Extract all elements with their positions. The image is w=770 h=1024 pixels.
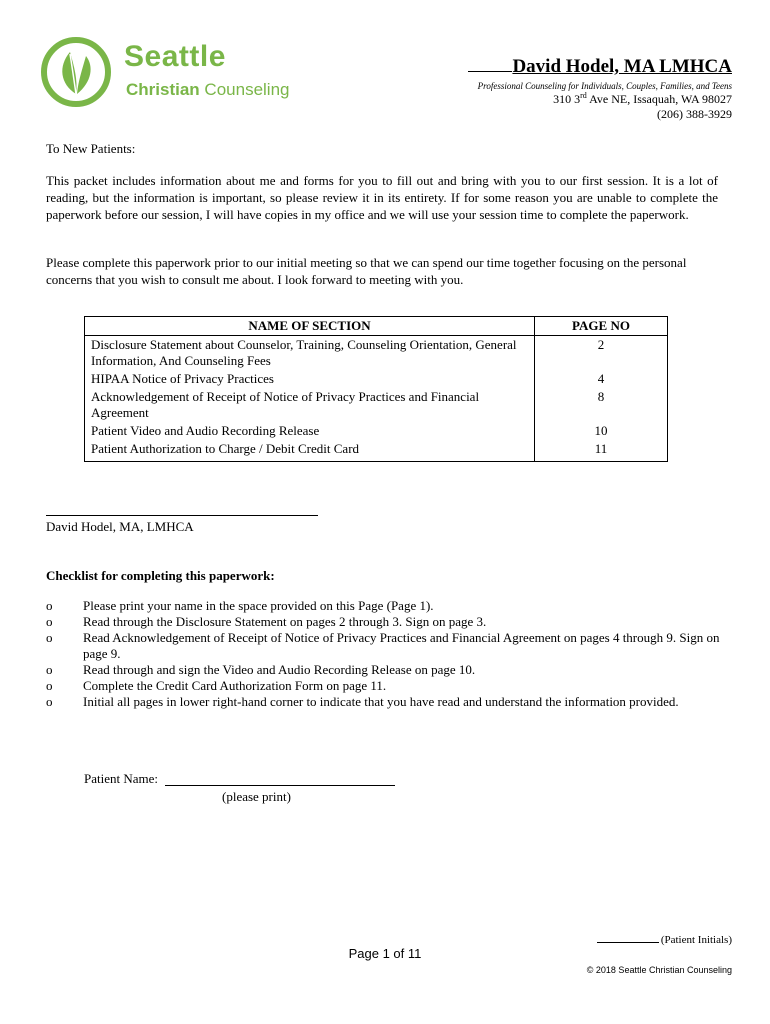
greeting: To New Patients: [46, 141, 136, 156]
address-street: Ave NE, Issaquah, WA 98027 [586, 92, 732, 106]
section-name: Patient Authorization to Charge / Debit Credit Card [85, 440, 535, 462]
company-logo [40, 36, 330, 108]
list-item-text: Read through the Disclosure Statement on pages 2 through 3. Sign on page 3. [83, 614, 487, 629]
patient-name-hint: (please print) [222, 789, 291, 804]
bullet-icon: o [46, 662, 53, 677]
checklist [46, 598, 726, 710]
table-row [85, 370, 668, 388]
logo-subtitle [126, 80, 289, 100]
sections-table [84, 316, 668, 462]
list-item [46, 630, 726, 662]
page-number: 2 [535, 336, 668, 371]
bullet-icon: o [46, 630, 53, 645]
logo-counseling-text: Counseling [204, 80, 290, 99]
list-item-text: Please print your name in the space provided on this Page (Page 1). [83, 598, 434, 613]
list-item-text: Initial all pages in lower right-hand corner to indicate that you have read and understand the information provided. [83, 694, 679, 709]
logo-christian-text: Christian [126, 80, 200, 99]
page-number: 10 [535, 422, 668, 440]
counselor-name-row [468, 56, 732, 78]
address-suffix: rd [580, 91, 587, 100]
page-column-header: PAGE NO [535, 317, 668, 336]
list-item [46, 678, 726, 694]
initials-label: (Patient Initials) [660, 934, 732, 946]
section-name: HIPAA Notice of Privacy Practices [85, 370, 535, 388]
phone-number: (206) 388-3929 [657, 107, 732, 121]
name-underline [468, 70, 512, 72]
section-name: Disclosure Statement about Counselor, Training, Counseling Orientation, General Information, And Counseling Fees [85, 336, 535, 371]
copyright: © 2018 Seattle Christian Counseling [586, 965, 732, 975]
section-name: Patient Video and Audio Recording Release [85, 422, 535, 440]
page-number: 8 [535, 388, 668, 422]
intro-paragraph: This packet includes information about me and forms for you to fill out and bring with you to our first session. It is a lot of reading, but the information is important, so please review it in its entirety. If for some reason you are unable to complete the paperwork before our session, I will have copies in my office and we will use your session time to complete the paperwork. [46, 173, 718, 222]
list-item-text: Read through and sign the Video and Audio Recording Release on page 10. [83, 662, 476, 677]
initials-field[interactable] [597, 942, 659, 943]
list-item [46, 662, 726, 678]
section-name: Acknowledgement of Receipt of Notice of Privacy Practices and Financial Agreement [85, 388, 535, 422]
bullet-icon: o [46, 598, 53, 613]
table-row [85, 440, 668, 462]
list-item-text: Complete the Credit Card Authorization Form on page 11. [83, 678, 387, 693]
patient-name-field[interactable] [165, 785, 395, 786]
page-number-footer: Page 1 of 11 [348, 946, 422, 961]
bullet-icon: o [46, 678, 53, 693]
bullet-icon: o [46, 694, 53, 709]
instructions-paragraph: Please complete this paperwork prior to our initial meeting so that we can spend our time together focusing on the personal concerns that you wish to consult me about. I look forward to meeting with you. [46, 255, 687, 287]
table-header-row [85, 317, 668, 336]
list-item [46, 694, 726, 710]
address [468, 92, 732, 107]
section-column-header: NAME OF SECTION [85, 317, 535, 336]
address-number: 310 3 [553, 92, 581, 106]
page-number: 11 [535, 440, 668, 462]
checklist-title: Checklist for completing this paperwork: [46, 568, 275, 583]
table-row [85, 422, 668, 440]
signer-name: David Hodel, MA, LMHCA [46, 519, 194, 534]
bullet-icon: o [46, 614, 53, 629]
table-row [85, 336, 668, 371]
patient-initials [597, 934, 732, 946]
page-number: 4 [535, 370, 668, 388]
logo-seattle-text: Seattle [124, 40, 226, 73]
leaf-logo-icon [40, 36, 112, 108]
counselor-name: David Hodel, MA LMHCA [512, 56, 732, 77]
letterhead [468, 56, 732, 122]
table-row [85, 388, 668, 422]
signature-line[interactable] [46, 515, 318, 516]
list-item [46, 598, 726, 614]
list-item [46, 614, 726, 630]
practice-tagline: Professional Counseling for Individuals, Couples, Families, and Teens [477, 81, 732, 91]
patient-name-label: Patient Name: [84, 771, 159, 786]
list-item-text: Read Acknowledgement of Receipt of Notice of Privacy Practices and Financial Agreement on pages 4 through 9. Sign on page 9. [83, 630, 720, 661]
